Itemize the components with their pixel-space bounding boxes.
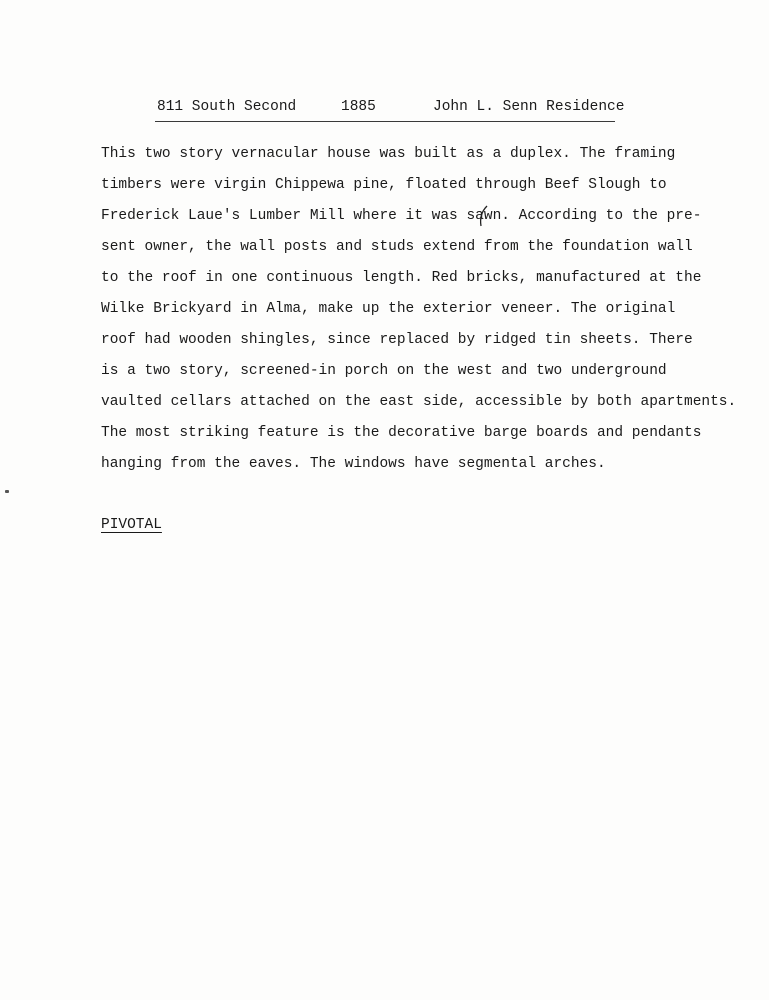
- paragraph-line: is a two story, screened-in porch on the west and two underground: [101, 363, 667, 379]
- paragraph-line: This two story vernacular house was built as a duplex. The framing: [101, 146, 676, 162]
- paragraph-line: Frederick Laue's Lumber Mill where it was sawn. According to the pre-: [101, 208, 702, 224]
- classification-label: PIVOTAL: [101, 517, 162, 533]
- paragraph-line: The most striking feature is the decorative barge boards and pendants: [101, 425, 702, 441]
- description-paragraph: [101, 143, 737, 484]
- header-year: 1885: [341, 99, 376, 115]
- scan-artifact-mark: [5, 490, 9, 493]
- paragraph-line: vaulted cellars attached on the east side, accessible by both apartments.: [101, 394, 737, 410]
- paragraph-line: roof had wooden shingles, since replaced by ridged tin sheets. There: [101, 332, 693, 348]
- paragraph-line: Wilke Brickyard in Alma, make up the exterior veneer. The original: [101, 301, 676, 317]
- paragraph-line: hanging from the eaves. The windows have segmental arches.: [101, 456, 606, 472]
- header-name: John L. Senn Residence: [433, 99, 625, 115]
- paragraph-line: to the roof in one continuous length. Red bricks, manufactured at the: [101, 270, 702, 286]
- header-address: 811 South Second: [157, 99, 297, 115]
- document-header: [155, 97, 625, 122]
- paragraph-line: sent owner, the wall posts and studs extend from the foundation wall: [101, 239, 693, 255]
- paragraph-line: timbers were virgin Chippewa pine, floated through Beef Slough to: [101, 177, 667, 193]
